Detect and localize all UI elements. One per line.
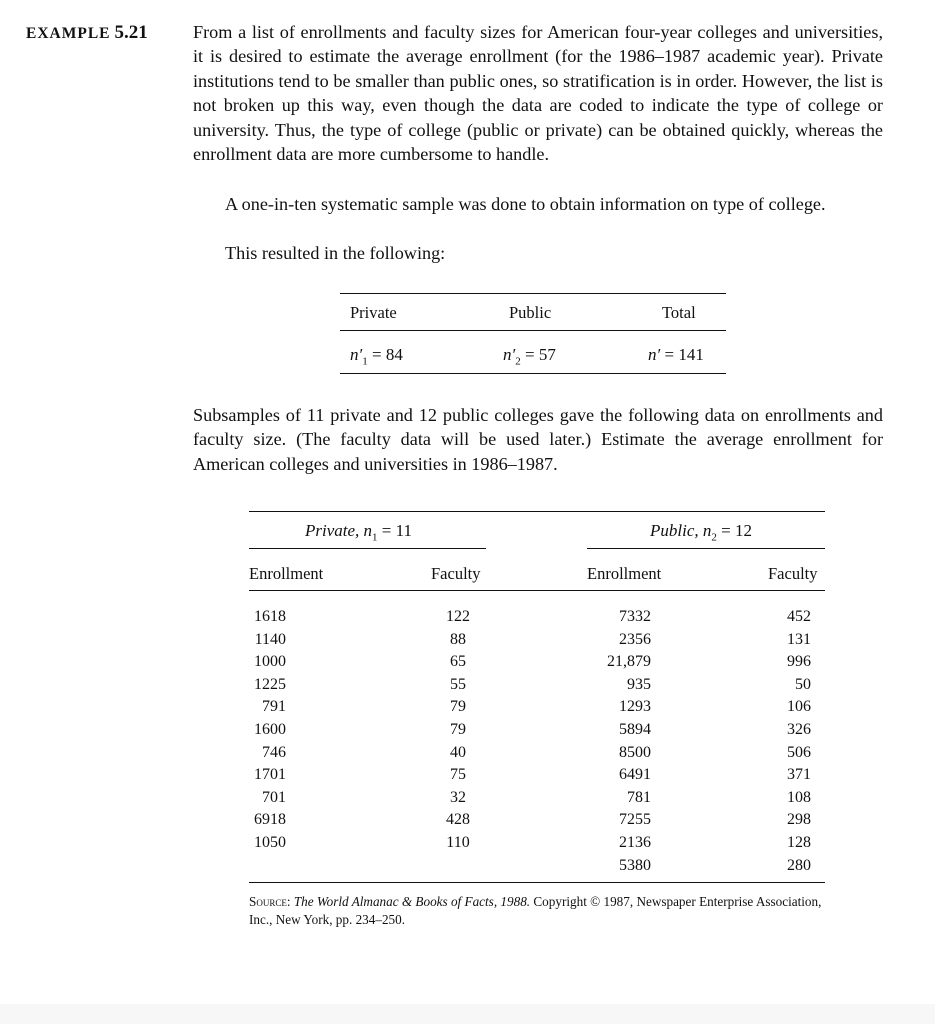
table-cell: 1225 (254, 675, 286, 693)
data-top-rule (249, 511, 825, 512)
summary-header-total: Total (662, 303, 696, 322)
table-cell: 131 (787, 630, 811, 648)
table-cell: 280 (787, 856, 811, 874)
private-enrollment-column (249, 606, 286, 855)
table-cell: 2356 (619, 630, 651, 648)
table-cell: 110 (446, 833, 470, 851)
table-cell: 65 (450, 653, 466, 671)
table-cell: 8500 (619, 743, 651, 761)
summary-bottom-rule (340, 373, 726, 374)
table-cell: 88 (450, 630, 466, 648)
table-cell: 50 (795, 675, 811, 693)
table-cell: 428 (446, 811, 470, 829)
example-word: EXAMPLE (26, 25, 111, 42)
table-cell: 1140 (254, 630, 286, 648)
table-cell: 79 (450, 720, 466, 738)
col-header-public-enrollment: Enrollment (587, 564, 662, 583)
source-rest: Copyright © 1987, Newspaper Enterprise Association, Inc., New York, pp. 234–250. (249, 894, 822, 927)
paragraph-intro: From a list of enrollments and faculty sizes for American four-year colleges and universities, it is desired to estimate the average enrollment (for the 1986–1987 academic year). Private institutions tend to be smaller than public ones, so stratification is in order. However, the list is not broken up this way, even though the data are coded to indicate the type of college or university. Thus, the type of college (public or private) can be obtained quickly, whereas the enrollment data are more cumbersome to handle. (193, 22, 883, 165)
data-bottom-rule (249, 882, 825, 883)
summary-top-rule (340, 293, 726, 294)
table-cell: 5894 (619, 720, 651, 738)
public-group-rule (587, 548, 825, 549)
table-cell: 128 (787, 833, 811, 851)
table-cell: 75 (450, 766, 466, 784)
table-cell: 996 (787, 653, 811, 671)
table-cell: 701 (262, 788, 286, 806)
source-note (249, 893, 829, 928)
summary-mid-rule (340, 330, 726, 331)
data-header-rule (249, 590, 825, 591)
bottom-strip (0, 1004, 935, 1024)
table-cell: 1000 (254, 653, 286, 671)
table-cell: 79 (450, 698, 466, 716)
example-label (26, 22, 148, 44)
table-cell: 21,879 (607, 653, 651, 671)
table-cell: 781 (627, 788, 651, 806)
table-cell: 32 (450, 788, 466, 806)
table-cell: 7332 (619, 608, 651, 625)
table-cell: 1701 (254, 766, 286, 784)
table-cell: 1600 (254, 720, 286, 738)
public-group-header: Public, $n_2 = 12$ (650, 521, 752, 544)
table-cell: 122 (446, 608, 470, 625)
table-cell: 106 (787, 698, 811, 716)
public-enrollment-column (580, 606, 651, 877)
table-cell: 1618 (254, 608, 286, 625)
table-cell: 371 (787, 766, 811, 784)
table-cell: 791 (262, 698, 286, 716)
private-faculty-column (438, 606, 478, 855)
paragraph-result: This resulted in the following: (225, 243, 446, 263)
col-header-private-enrollment: Enrollment (249, 564, 324, 583)
table-cell: 298 (787, 811, 811, 829)
source-title: The World Almanac & Books of Facts, 1988. (293, 894, 531, 909)
table-cell: 326 (787, 720, 811, 738)
table-cell: 108 (787, 788, 811, 806)
summary-value-public: $n'_2 = 57$ (503, 345, 556, 368)
table-cell: 452 (787, 608, 811, 625)
table-cell: 1293 (619, 698, 651, 716)
private-group-rule (249, 548, 486, 549)
summary-value-total: n′ = 141 (648, 345, 704, 364)
table-cell: 40 (450, 743, 466, 761)
col-header-private-faculty: Faculty (431, 564, 481, 583)
table-cell: 935 (627, 675, 651, 693)
summary-value-private: $n'_1 = 84$ (350, 345, 403, 368)
summary-header-public: Public (509, 303, 552, 322)
col-header-public-faculty: Faculty (768, 564, 818, 583)
source-label: Source: (249, 894, 291, 909)
table-cell: 6918 (254, 811, 286, 829)
paragraph-subsamples: Subsamples of 11 private and 12 public colleges gave the following data on enrollments and faculty size. (The faculty data will be used later.) Estimate the average enrollment for American colleges and universities in 1986–1987. (193, 405, 883, 474)
table-cell: 2136 (619, 833, 651, 851)
table-cell: 7255 (619, 811, 651, 829)
table-cell: 506 (787, 743, 811, 761)
table-cell: 1050 (254, 833, 286, 851)
example-number: 5.21 (114, 22, 148, 43)
public-faculty-column (760, 606, 811, 877)
private-group-header: Private, $n_1 = 11$ (305, 521, 413, 544)
table-cell: 6491 (619, 766, 651, 784)
paragraph-sample: A one-in-ten systematic sample was done to obtain information on type of college. (225, 194, 826, 214)
summary-header-private: Private (350, 303, 397, 322)
table-cell: 746 (262, 743, 286, 761)
table-cell: 5380 (619, 856, 651, 874)
table-cell: 55 (450, 675, 466, 693)
